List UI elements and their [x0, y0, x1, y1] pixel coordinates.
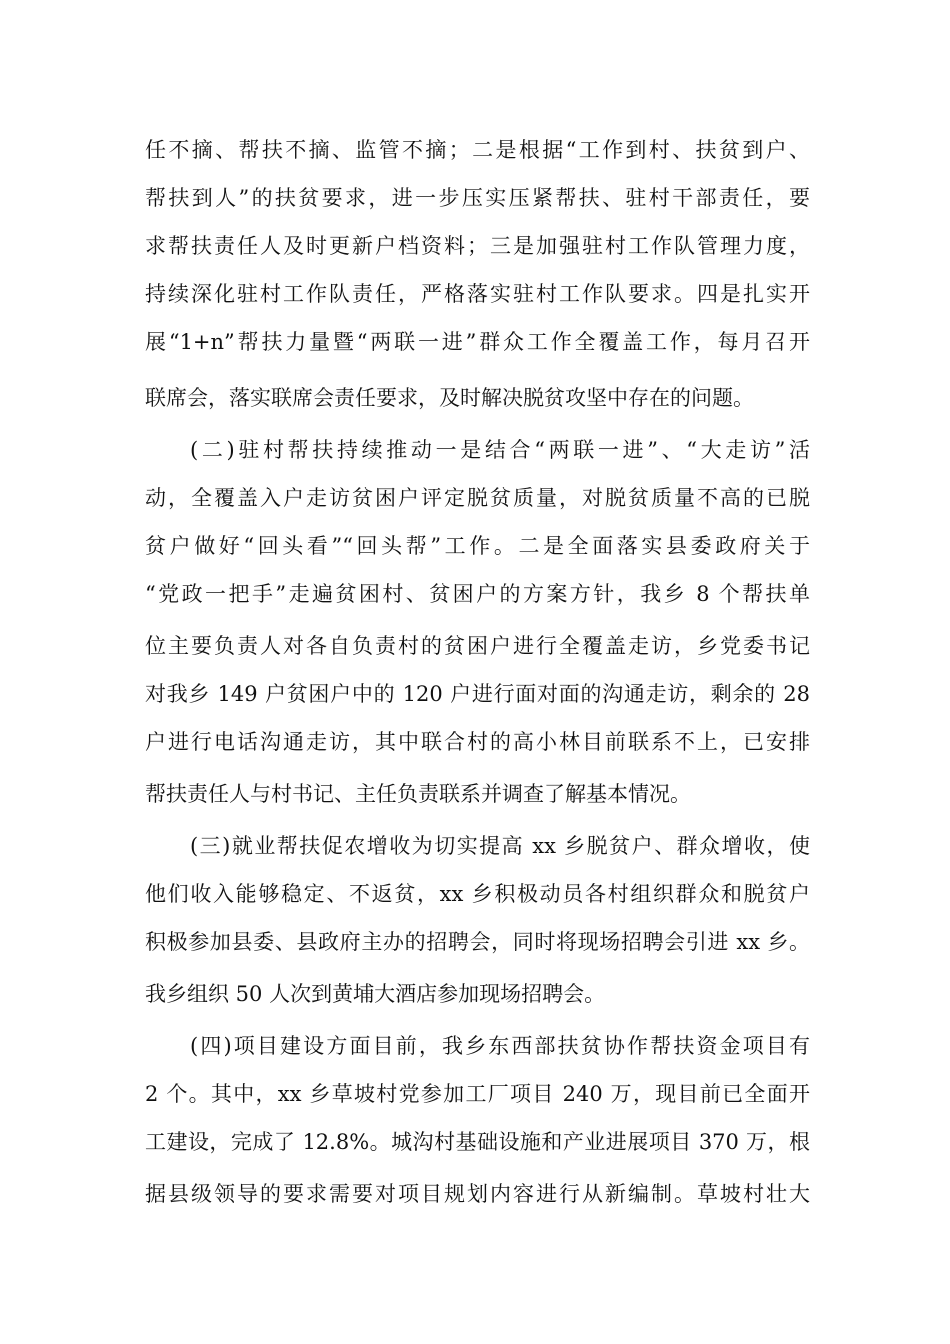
paragraph-2-line-7: 户进行电话沟通走访，其中联合村的高小林目前联系不上，已安排: [145, 730, 810, 754]
paragraph-2-line-8: 帮扶责任人与村书记、主任负责联系并调查了解基本情况。: [145, 782, 691, 806]
paragraph-1-line-4: 持续深化驻村工作队责任，严格落实驻村工作队要求。四是扎实开: [145, 282, 810, 306]
paragraph-3-line-2: 他们收入能够稳定、不返贫，xx 乡积极动员各村组织群众和脱贫户: [145, 882, 810, 906]
paragraph-3-line-3: 积极参加县委、县政府主办的招聘会，同时将现场招聘会引进 xx 乡。: [145, 930, 810, 954]
paragraph-4-line-1: (四)项目建设方面目前，我乡东西部扶贫协作帮扶资金项目有: [190, 1034, 810, 1058]
paragraph-3-line-4: 我乡组织 50 人次到黄埔大酒店参加现场招聘会。: [145, 982, 606, 1006]
paragraph-2-line-3: 贫户做好“回头看”“回头帮”工作。二是全面落实县委政府关于: [145, 534, 810, 558]
paragraph-2-line-2: 动，全覆盖入户走访贫困户评定脱贫质量，对脱贫质量不高的已脱: [145, 486, 810, 510]
paragraph-1-line-5: 展“1+n”帮扶力量暨“两联一进”群众工作全覆盖工作，每月召开: [145, 330, 810, 354]
paragraph-4-line-3: 工建设，完成了 12.8%。城沟村基础设施和产业进展项目 370 万，根: [145, 1130, 810, 1154]
paragraph-2-line-4: “党政一把手”走遍贫困村、贫困户的方案方针，我乡 8 个帮扶单: [145, 582, 810, 606]
paragraph-1-line-2: 帮扶到人”的扶贫要求，进一步压实压紧帮扶、驻村干部责任，要: [145, 186, 810, 210]
paragraph-3-line-1: (三)就业帮扶促农增收为切实提高 xx 乡脱贫户、群众增收，使: [190, 834, 810, 858]
paragraph-1-line-1: 任不摘、帮扶不摘、监管不摘；二是根据“工作到村、扶贫到户、: [145, 138, 810, 162]
paragraph-2-line-5: 位主要负责人对各自负责村的贫困户进行全覆盖走访，乡党委书记: [145, 634, 810, 658]
paragraph-1-line-6: 联席会，落实联席会责任要求，及时解决脱贫攻坚中存在的问题。: [145, 386, 754, 410]
paragraph-2-line-1: (二)驻村帮扶持续推动一是结合“两联一进”、“大走访”活: [190, 438, 810, 462]
paragraph-2-line-6: 对我乡 149 户贫困户中的 120 户进行面对面的沟通走访，剩余的 28: [145, 682, 810, 706]
paragraph-4-line-2: 2 个。其中，xx 乡草坡村党参加工厂项目 240 万，现目前已全面开: [145, 1082, 810, 1106]
paragraph-4-line-4: 据县级领导的要求需要对项目规划内容进行从新编制。草坡村壮大: [145, 1182, 810, 1206]
paragraph-1-line-3: 求帮扶责任人及时更新户档资料；三是加强驻村工作队管理力度，: [145, 234, 810, 258]
